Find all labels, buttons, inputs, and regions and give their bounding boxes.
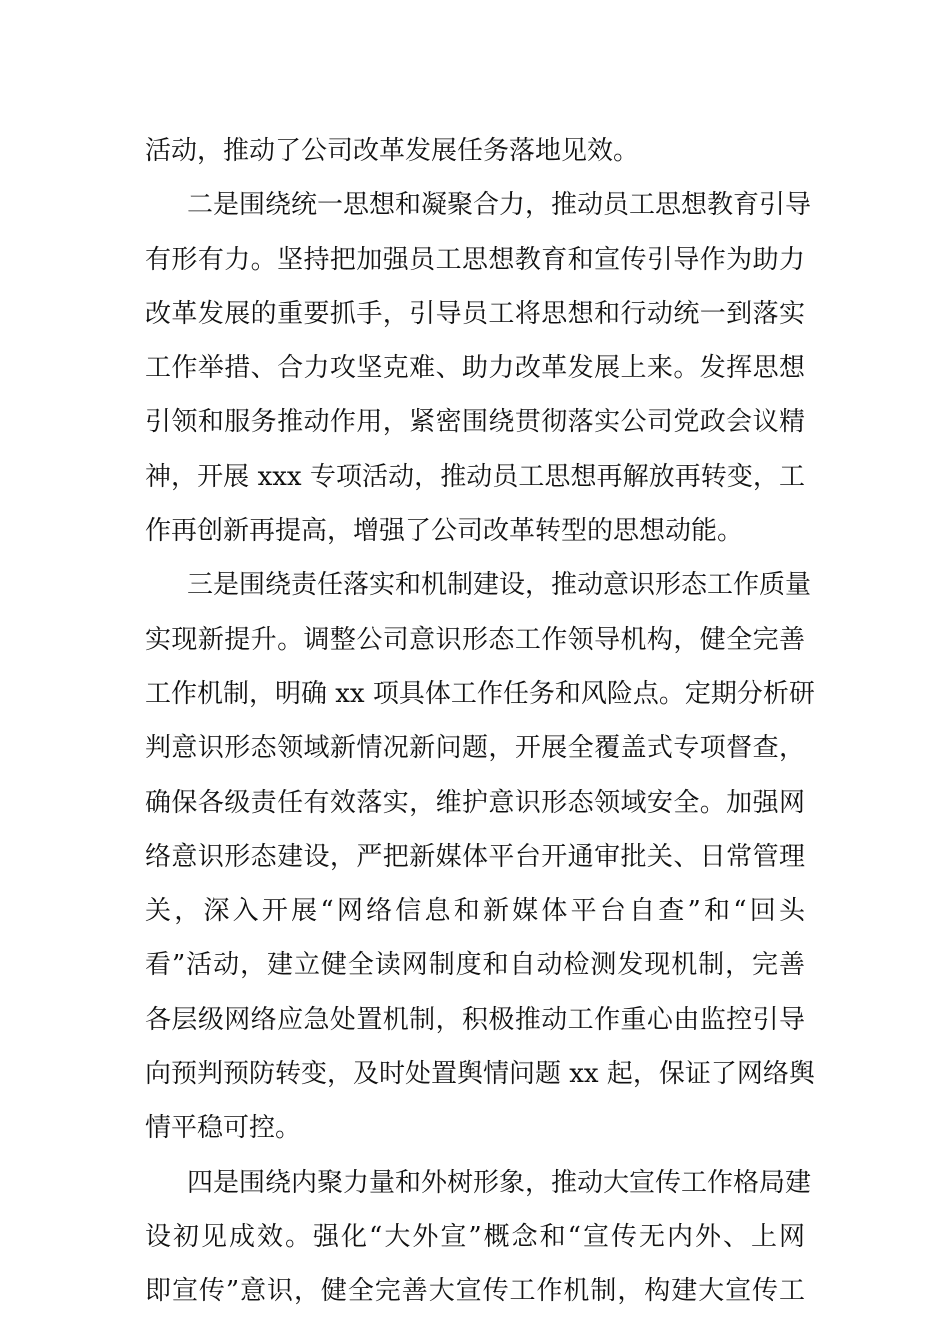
- text-line: 引领和服务推动作用，紧密围绕贯彻落实公司党政会议精: [145, 407, 805, 438]
- text-line: 络意识形态建设，严把新媒体平台开通审批关、日常管理: [145, 841, 805, 872]
- text-line: 神，开展 xxx 专项活动，推动员工思想再解放再转变，工: [145, 461, 805, 492]
- text-line: 有形有力。坚持把加强员工思想教育和宣传引导作为助力: [145, 244, 805, 275]
- document-body-text: [145, 124, 815, 1319]
- text-line: 即宣传”意识，健全完善大宣传工作机制，构建大宣传工: [145, 1276, 805, 1307]
- text-line: 判意识形态领域新情况新问题，开展全覆盖式专项督查，: [145, 733, 805, 764]
- paragraph-first-line: 三是围绕责任落实和机制建设，推动意识形态工作质量: [187, 570, 812, 601]
- paragraph-first-line: 二是围绕统一思想和凝聚合力，推动员工思想教育引导: [187, 190, 812, 221]
- text-line: 改革发展的重要抓手，引导员工将思想和行动统一到落实: [145, 298, 805, 329]
- text-line: 关，深入开展“网络信息和新媒体平台自查”和“回头: [145, 896, 805, 927]
- text-line: 各层级网络应急处置机制，积极推动工作重心由监控引导: [145, 1004, 805, 1035]
- text-line: 设初见成效。强化“大外宣”概念和“宣传无内外、上网: [145, 1221, 805, 1252]
- text-line: 工作机制，明确 xx 项具体工作任务和风险点。定期分析研: [145, 678, 815, 709]
- text-line: 作再创新再提高，增强了公司改革转型的思想动能。: [145, 516, 744, 547]
- paragraph-first-line: 四是围绕内聚力量和外树形象，推动大宣传工作格局建: [187, 1167, 812, 1198]
- text-line: 看”活动，建立健全读网制度和自动检测发现机制，完善: [145, 950, 805, 981]
- text-line: 活动，推动了公司改革发展任务落地见效。: [145, 136, 640, 166]
- text-line: 实现新提升。调整公司意识形态工作领导机构，健全完善: [145, 624, 805, 655]
- text-line: 情平稳可控。: [145, 1113, 302, 1144]
- text-line: 向预判预防转变，及时处置舆情问题 xx 起，保证了网络舆: [145, 1059, 815, 1090]
- text-line: 工作举措、合力攻坚克难、助力改革发展上来。发挥思想: [145, 353, 805, 384]
- text-line: 确保各级责任有效落实，维护意识形态领域安全。加强网: [145, 787, 805, 818]
